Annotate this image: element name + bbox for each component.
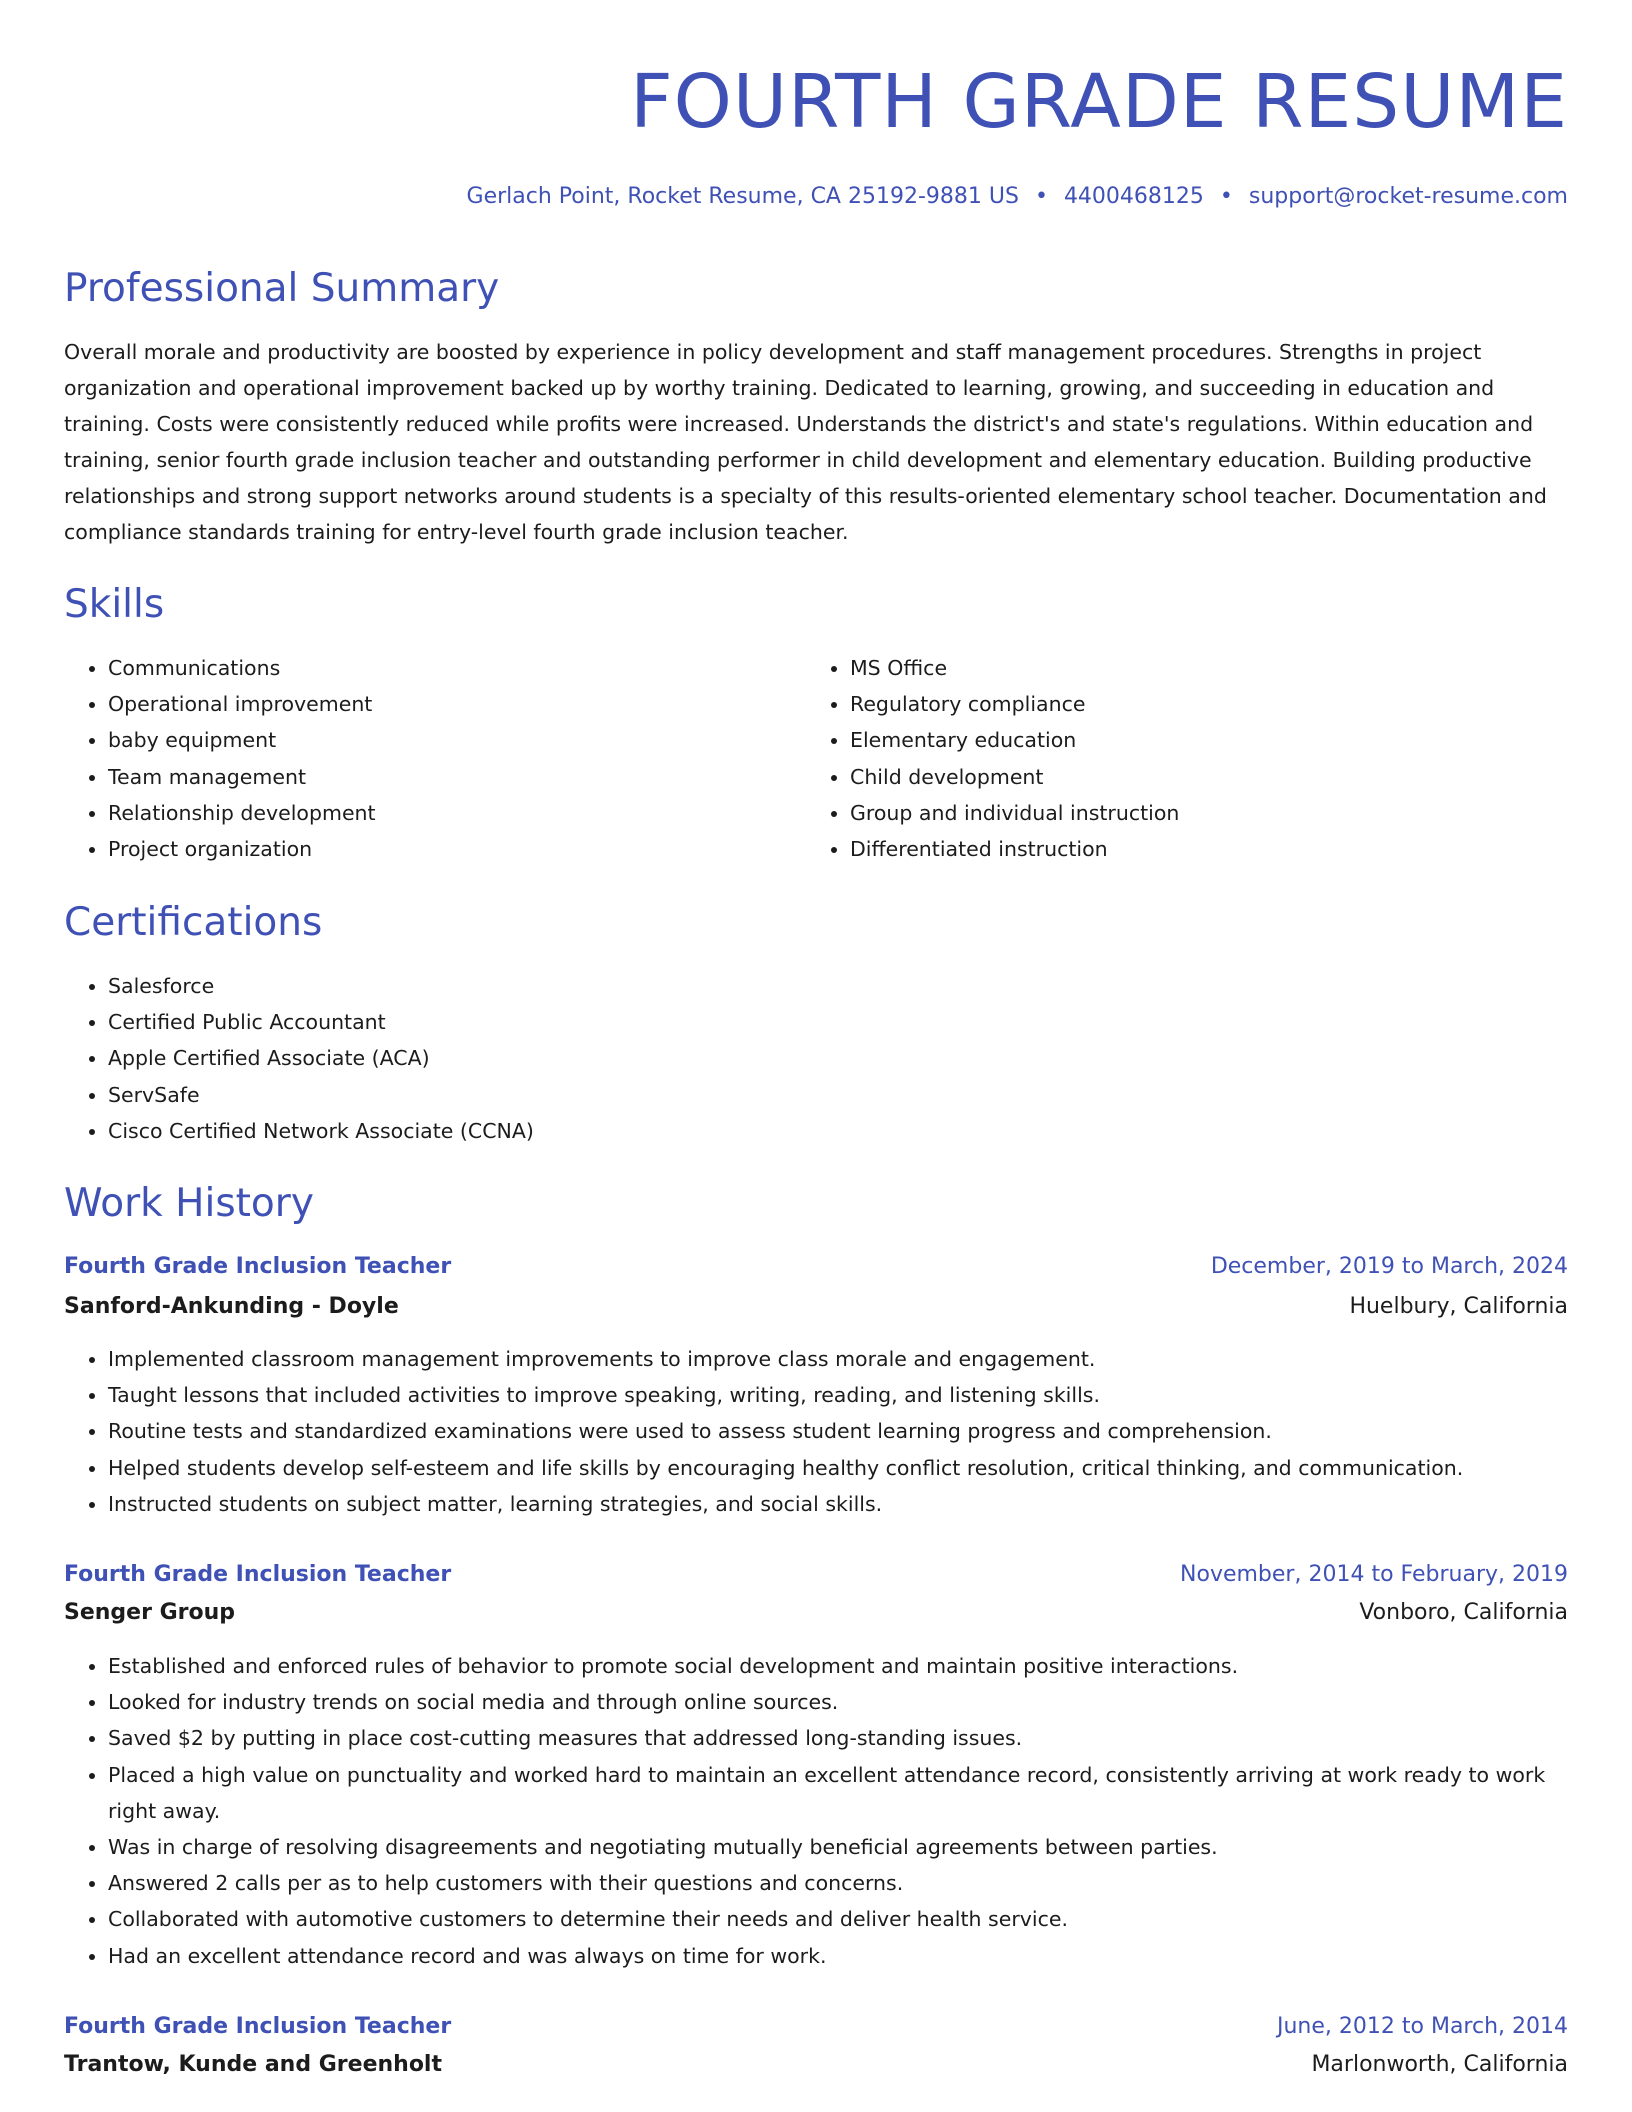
job-bullet: • Routine tests and standardized examinations were used to assess student learning progress and comprehension.	[108, 1413, 1568, 1449]
job-bullet: • Instructed students on subject matter, learning strategies, and social skills.	[108, 1486, 1568, 1522]
job-bullet: • Was in charge of resolving disagreements and negotiating mutually beneficial agreements between parties.	[108, 1829, 1568, 1865]
job-company: Sanford-Ankunding - Doyle	[64, 1294, 399, 1319]
contact-separator: •	[1219, 184, 1233, 209]
job-bullet: • Had an excellent attendance record and was always on time for work.	[108, 1938, 1568, 1974]
skill-item: • Communications	[108, 650, 788, 686]
job-employer	[64, 2047, 1568, 2083]
job-company: Senger Group	[64, 1600, 236, 1625]
skill-item: • Operational improvement	[108, 686, 788, 722]
job-bullets	[64, 1648, 1568, 1974]
certification-item: • ServSafe	[108, 1077, 1108, 1113]
job-employer	[64, 1595, 1568, 1631]
job-bullets	[64, 1341, 1568, 1522]
certifications-heading: Certifications	[64, 900, 323, 945]
certification-item: • Apple Certified Associate (ACA)	[108, 1040, 1108, 1076]
job-location: Vonboro, California	[1359, 1600, 1568, 1625]
skill-item: • MS Office	[850, 650, 1550, 686]
skill-item: • Group and individual instruction	[850, 795, 1550, 831]
job-bullet: • Established and enforced rules of behavior to promote social development and maintain positive interactions.	[108, 1648, 1568, 1684]
skill-item: • baby equipment	[108, 722, 788, 758]
resume-title: FOURTH GRADE RESUME	[630, 59, 1568, 145]
work-history-heading: Work History	[64, 1181, 314, 1226]
job-bullet: • Answered 2 calls per as to help customers with their questions and concerns.	[108, 1865, 1568, 1901]
job-company: Trantow, Kunde and Greenholt	[64, 2052, 442, 2077]
job-dates: June, 2012 to March, 2014	[1277, 2014, 1568, 2039]
summary-text: Overall morale and productivity are boosted by experience in policy development and staff management procedures. Strengths in project organization and operational improvement backed up by worthy training. Dedicated to learning, growing, and succeeding in education and training. Costs were consistently reduced while profits were increased. Understands the district's and state's regulations. Within education and training, senior fourth grade inclusion teacher and outstanding performer in child development and elementary education. Building productive relationships and strong support networks around students is a specialty of this results-oriented elementary school teacher. Documentation and compliance standards training for entry-level fourth grade inclusion teacher.	[64, 340, 1547, 544]
job-title: Fourth Grade Inclusion Teacher	[64, 1562, 452, 1587]
job-dates: December, 2019 to March, 2024	[1210, 1254, 1568, 1279]
skill-item: • Relationship development	[108, 795, 788, 831]
certification-item: • Cisco Certified Network Associate (CCNA)	[108, 1113, 1108, 1149]
skills-list-left	[64, 650, 788, 867]
skills-heading: Skills	[64, 582, 165, 627]
skill-item: • Elementary education	[850, 722, 1550, 758]
job-bullet: • Placed a high value on punctuality and worked hard to maintain an excellent attendance record, consistently arriving at work ready to work right away.	[108, 1757, 1568, 1829]
job-bullet: • Saved $2 by putting in place cost-cutting measures that addressed long-standing issues.	[108, 1720, 1568, 1756]
certification-item: • Certified Public Accountant	[108, 1004, 1108, 1040]
summary-heading: Professional Summary	[64, 266, 500, 311]
job-employer	[64, 1289, 1568, 1325]
job-bullet: • Taught lessons that included activities to improve speaking, writing, reading, and listening skills.	[108, 1377, 1568, 1413]
job-bullet: • Helped students develop self-esteem and life skills by encouraging healthy conflict resolution, critical thinking, and communication.	[108, 1450, 1568, 1486]
job-location: Huelbury, California	[1349, 1294, 1568, 1319]
job-title: Fourth Grade Inclusion Teacher	[64, 2014, 452, 2039]
skill-item: • Differentiated instruction	[850, 831, 1550, 867]
skill-item: • Regulatory compliance	[850, 686, 1550, 722]
skill-item: • Project organization	[108, 831, 788, 867]
job-dates: November, 2014 to February, 2019	[1180, 1562, 1568, 1587]
certification-item: • Salesforce	[108, 968, 1108, 1004]
contact-line	[467, 180, 1568, 214]
skill-item: • Team management	[108, 759, 788, 795]
skills-list-right	[806, 650, 1550, 867]
job-bullet: • Looked for industry trends on social media and through online sources.	[108, 1684, 1568, 1720]
job-header	[64, 1557, 1568, 1593]
job-bullet: • Collaborated with automotive customers to determine their needs and deliver health service.	[108, 1901, 1568, 1937]
job-location: Marlonworth, California	[1311, 2052, 1568, 2077]
job-bullet: • Implemented classroom management improvements to improve class morale and engagement.	[108, 1341, 1568, 1377]
job-header	[64, 2009, 1568, 2045]
contact-address: Gerlach Point, Rocket Resume, CA 25192-9881 US	[466, 184, 1019, 209]
contact-email[interactable]: support@rocket-resume.com	[1248, 184, 1568, 209]
skill-item: • Child development	[850, 759, 1550, 795]
job-header	[64, 1249, 1568, 1285]
job-title: Fourth Grade Inclusion Teacher	[64, 1254, 452, 1279]
certifications-list	[64, 968, 1108, 1149]
contact-separator: •	[1034, 184, 1048, 209]
contact-phone: 4400468125	[1063, 184, 1204, 209]
